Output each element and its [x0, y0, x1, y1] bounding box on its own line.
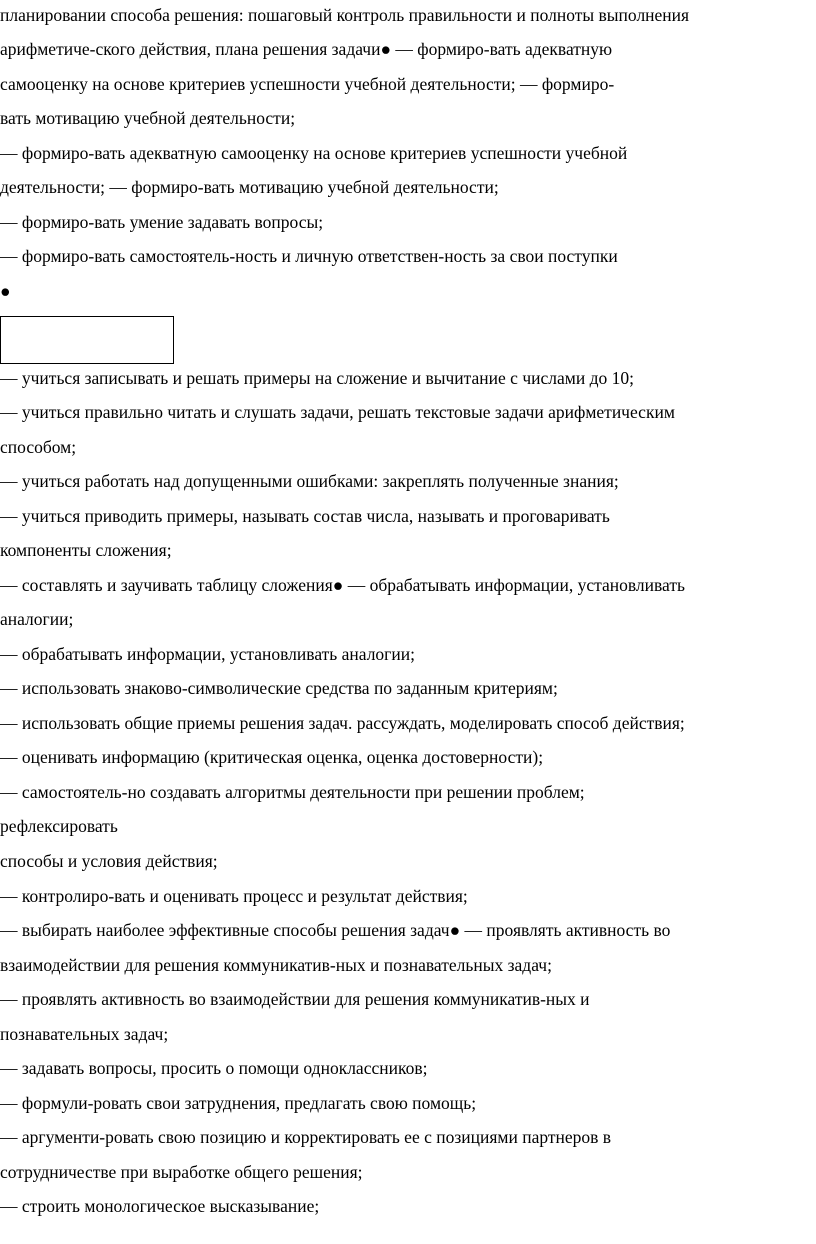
text-line: — контролиро-вать и оценивать процесс и результат действия; — [0, 886, 468, 906]
text-line: — задавать вопросы, просить о помощи одноклассников; — [0, 1058, 428, 1078]
empty-box — [0, 316, 174, 364]
text-line: — составлять и заучивать таблицу сложения● — обрабатывать информации, установливать — [0, 575, 685, 595]
text-line: — использовать знаково-символические средства по заданным критериям; — [0, 678, 558, 698]
text-line: аналогии; — [0, 609, 74, 629]
text-line: — строить монологическое высказывание; — [0, 1196, 320, 1216]
text-line: сотрудничестве при выработке общего решения; — [0, 1162, 363, 1182]
text-line: — проявлять активность во взаимодействии для решения коммуникатив-ных и — [0, 989, 590, 1009]
text-line: взаимодействии для решения коммуникатив-ных и познавательных задач; — [0, 955, 552, 975]
text-line: способом; — [0, 437, 77, 457]
text-line: планировании способа решения: пошаговый контроль правильности и полноты выполнения — [0, 5, 690, 25]
text-line: способы и условия действия; — [0, 851, 218, 871]
text-line: — аргументи-ровать свою позицию и корректировать ее с позициями партнеров в — [0, 1127, 612, 1147]
text-line: — оценивать информацию (критическая оценка, оценка достоверности); — [0, 747, 544, 767]
text-line: — формули-ровать свои затруднения, предлагать свою помощь; — [0, 1093, 477, 1113]
text-line: рефлексировать — [0, 816, 118, 836]
text-line: — обрабатывать информации, установливать аналогии; — [0, 644, 415, 664]
text-line: арифметиче-ского действия, плана решения задачи● — формиро-вать адекватную — [0, 39, 613, 59]
text-line: — выбирать наиболее эффективные способы решения задач● — проявлять активность во — [0, 920, 671, 940]
text-line: — учиться правильно читать и слушать задачи, решать текстовые задачи арифметическим — [0, 402, 675, 422]
bullet-mark: ● — [0, 281, 11, 301]
text-line: — учиться приводить примеры, называть состав числа, называть и проговаривать — [0, 506, 610, 526]
text-line: — использовать общие приемы решения задач. рассуждать, моделировать способ действия; — [0, 713, 685, 733]
text-line: самооценку на основе критериев успешности учебной деятельности; — формиро- — [0, 74, 615, 94]
text-line: — учиться записывать и решать примеры на сложение и вычитание с числами до 10; — [0, 368, 634, 388]
text-line: — формиро-вать самостоятель-ность и личную ответствен-ность за свои поступки — [0, 246, 618, 266]
text-line: деятельности; — формиро-вать мотивацию учебной деятельности; — [0, 177, 499, 197]
text-line: — формиро-вать адекватную самооценку на основе критериев успешности учебной — [0, 143, 628, 163]
text-line: — самостоятель-но создавать алгоритмы деятельности при решении проблем; — [0, 782, 585, 802]
text-line: познавательных задач; — [0, 1024, 169, 1044]
text-line: вать мотивацию учебной деятельности; — [0, 108, 296, 128]
text-line: — учиться работать над допущенными ошибками: закреплять полученные знания; — [0, 471, 619, 491]
text-line: — формиро-вать умение задавать вопросы; — [0, 212, 324, 232]
text-line: компоненты сложения; — [0, 540, 172, 560]
